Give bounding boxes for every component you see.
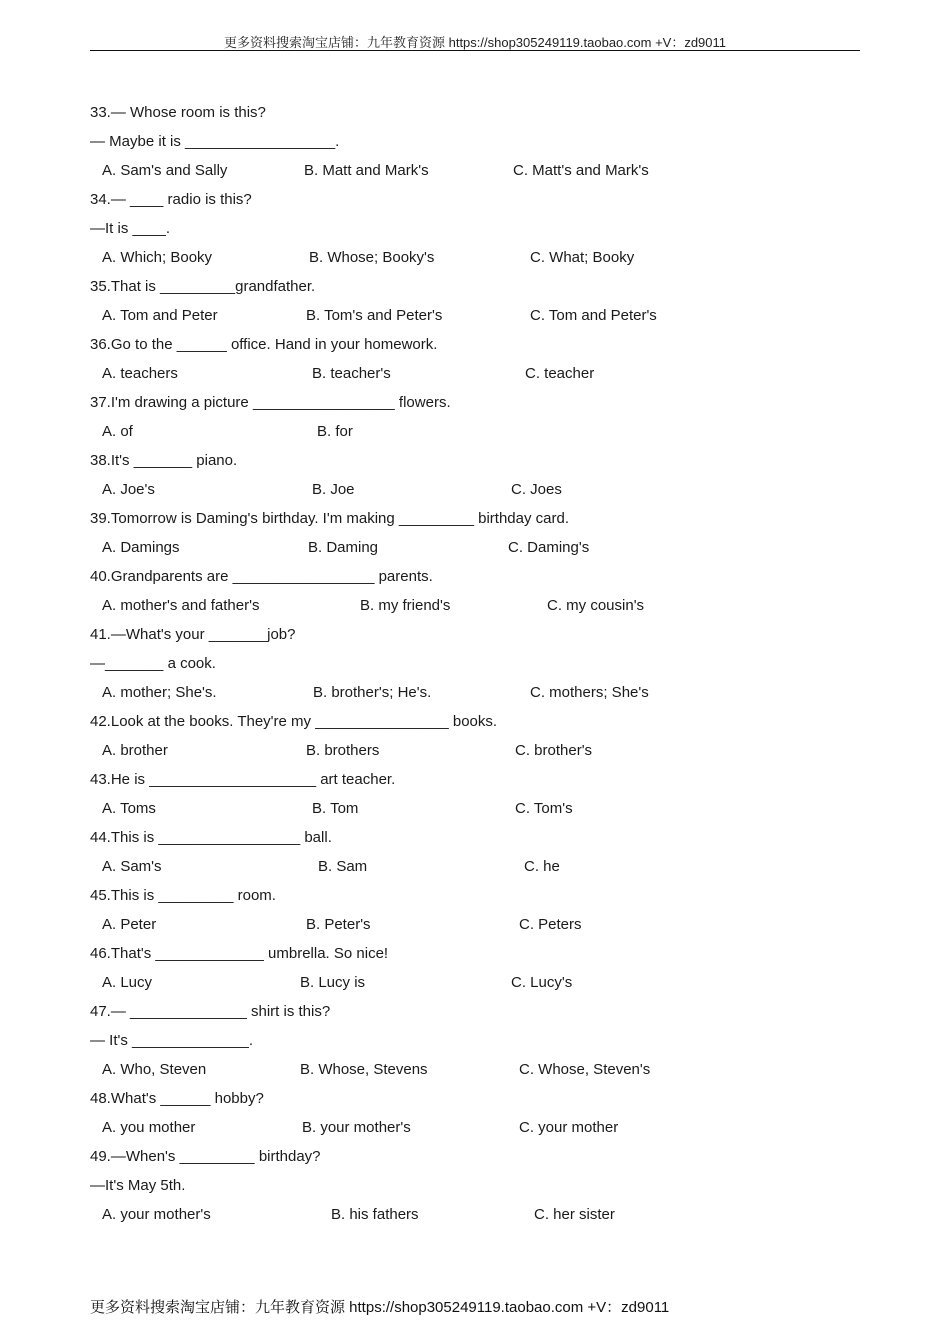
question-list <box>90 98 860 1229</box>
answer-option-b: B. Tom <box>312 800 359 817</box>
question-response-line: —_______ a cook. <box>90 655 216 672</box>
answer-options <box>90 156 860 185</box>
answer-options <box>90 794 860 823</box>
question-stem: 36.Go to the ______ office. Hand in your homework. <box>90 336 438 353</box>
answer-options <box>90 910 860 939</box>
answer-option-b: B. his fathers <box>331 1206 419 1223</box>
answer-options <box>90 1055 860 1084</box>
answer-option-c: C. Peters <box>519 916 582 933</box>
answer-option-c: C. her sister <box>534 1206 615 1223</box>
answer-options <box>90 736 860 765</box>
answer-option-a: A. teachers <box>102 365 178 382</box>
answer-options <box>90 852 860 881</box>
answer-option-a: A. Damings <box>102 539 180 556</box>
answer-option-c: C. teacher <box>525 365 595 382</box>
question-stem: 37.I'm drawing a picture _________________ flowers. <box>90 394 451 411</box>
question-stem: 33.— Whose room is this? <box>90 104 266 121</box>
question-stem: 43.He is ____________________ art teacher. <box>90 771 396 788</box>
answer-options <box>90 301 860 330</box>
question-stem: 39.Tomorrow is Daming's birthday. I'm making _________ birthday card. <box>90 510 570 527</box>
answer-option-a: A. Which; Booky <box>102 249 213 266</box>
answer-option-a: A. Sam's and Sally <box>102 162 228 179</box>
answer-option-b: B. Whose, Stevens <box>300 1061 428 1078</box>
answer-option-c: C. Tom and Peter's <box>530 307 657 324</box>
answer-option-c: C. Lucy's <box>511 974 573 991</box>
answer-option-c: C. Whose, Steven's <box>519 1061 651 1078</box>
answer-option-c: C. Matt's and Mark's <box>513 162 649 179</box>
answer-option-c: C. your mother <box>519 1119 619 1136</box>
question-stem: 42.Look at the books. They're my ________________ books. <box>90 713 498 730</box>
answer-option-b: B. brother's; He's. <box>313 684 432 701</box>
answer-option-b: B. my friend's <box>360 597 451 614</box>
answer-option-a: A. of <box>102 423 133 440</box>
answer-options <box>90 591 860 620</box>
answer-options <box>90 1113 860 1142</box>
question-response-line: — Maybe it is __________________. <box>90 133 340 150</box>
answer-option-a: A. Joe's <box>102 481 155 498</box>
answer-option-b: B. Matt and Mark's <box>304 162 429 179</box>
answer-option-b: B. Daming <box>308 539 379 556</box>
answer-option-a: A. mother; She's. <box>102 684 217 701</box>
answer-option-b: B. your mother's <box>302 1119 411 1136</box>
question-response-line: — It's ______________. <box>90 1032 253 1049</box>
answer-option-b: B. teacher's <box>312 365 391 382</box>
answer-option-b: B. brothers <box>306 742 380 759</box>
answer-option-c: C. brother's <box>515 742 593 759</box>
answer-options <box>90 475 860 504</box>
answer-option-a: A. brother <box>102 742 168 759</box>
answer-option-a: A. Sam's <box>102 858 162 875</box>
question-stem: 44.This is _________________ ball. <box>90 829 332 846</box>
answer-option-a: A. your mother's <box>102 1206 211 1223</box>
question-stem: 49.—When's _________ birthday? <box>90 1148 321 1165</box>
answer-option-c: C. Joes <box>511 481 562 498</box>
answer-option-a: A. you mother <box>102 1119 196 1136</box>
answer-option-a: A. Peter <box>102 916 157 933</box>
answer-option-a: A. Toms <box>102 800 156 817</box>
answer-options <box>90 968 860 997</box>
question-stem: 40.Grandparents are _________________ parents. <box>90 568 433 585</box>
answer-option-b: B. for <box>317 423 353 440</box>
question-stem: 38.It's _______ piano. <box>90 452 238 469</box>
answer-option-c: C. Tom's <box>515 800 573 817</box>
answer-option-a: A. Tom and Peter <box>102 307 218 324</box>
answer-option-b: B. Tom's and Peter's <box>306 307 443 324</box>
answer-options <box>90 243 860 272</box>
answer-option-b: B. Lucy is <box>300 974 366 991</box>
answer-option-b: B. Peter's <box>306 916 371 933</box>
page-header: 更多资料搜索淘宝店铺：九年教育资源 https://shop305249119.taobao.com +V：zd9011 <box>223 35 727 50</box>
answer-option-a: A. Who, Steven <box>102 1061 207 1078</box>
answer-option-c: C. he <box>524 858 560 875</box>
answer-option-a: A. Lucy <box>102 974 153 991</box>
answer-options <box>90 417 860 446</box>
answer-option-b: B. Joe <box>312 481 355 498</box>
question-stem: 46.That's _____________ umbrella. So nice! <box>90 945 389 962</box>
answer-options <box>90 359 860 388</box>
question-stem: 48.What's ______ hobby? <box>90 1090 264 1107</box>
question-stem: 35.That is _________grandfather. <box>90 278 316 295</box>
answer-option-c: C. What; Booky <box>530 249 635 266</box>
question-stem: 47.— ______________ shirt is this? <box>90 1003 331 1020</box>
question-response-line: —It is ____. <box>90 220 171 237</box>
question-response-line: —It's May 5th. <box>90 1177 186 1194</box>
answer-option-b: B. Whose; Booky's <box>309 249 435 266</box>
header-rule <box>90 50 860 51</box>
answer-option-b: B. Sam <box>318 858 368 875</box>
answer-option-c: C. Daming's <box>508 539 590 556</box>
question-stem: 41.—What's your _______job? <box>90 626 296 643</box>
answer-option-c: C. my cousin's <box>547 597 645 614</box>
answer-option-a: A. mother's and father's <box>102 597 260 614</box>
answer-options <box>90 1200 860 1229</box>
answer-options <box>90 678 860 707</box>
answer-options <box>90 533 860 562</box>
page-footer: 更多资料搜索淘宝店铺：九年教育资源 https://shop305249119.taobao.com +V：zd9011 <box>90 1299 670 1316</box>
question-stem: 45.This is _________ room. <box>90 887 276 904</box>
answer-option-c: C. mothers; She's <box>530 684 649 701</box>
question-stem: 34.— ____ radio is this? <box>90 191 252 208</box>
